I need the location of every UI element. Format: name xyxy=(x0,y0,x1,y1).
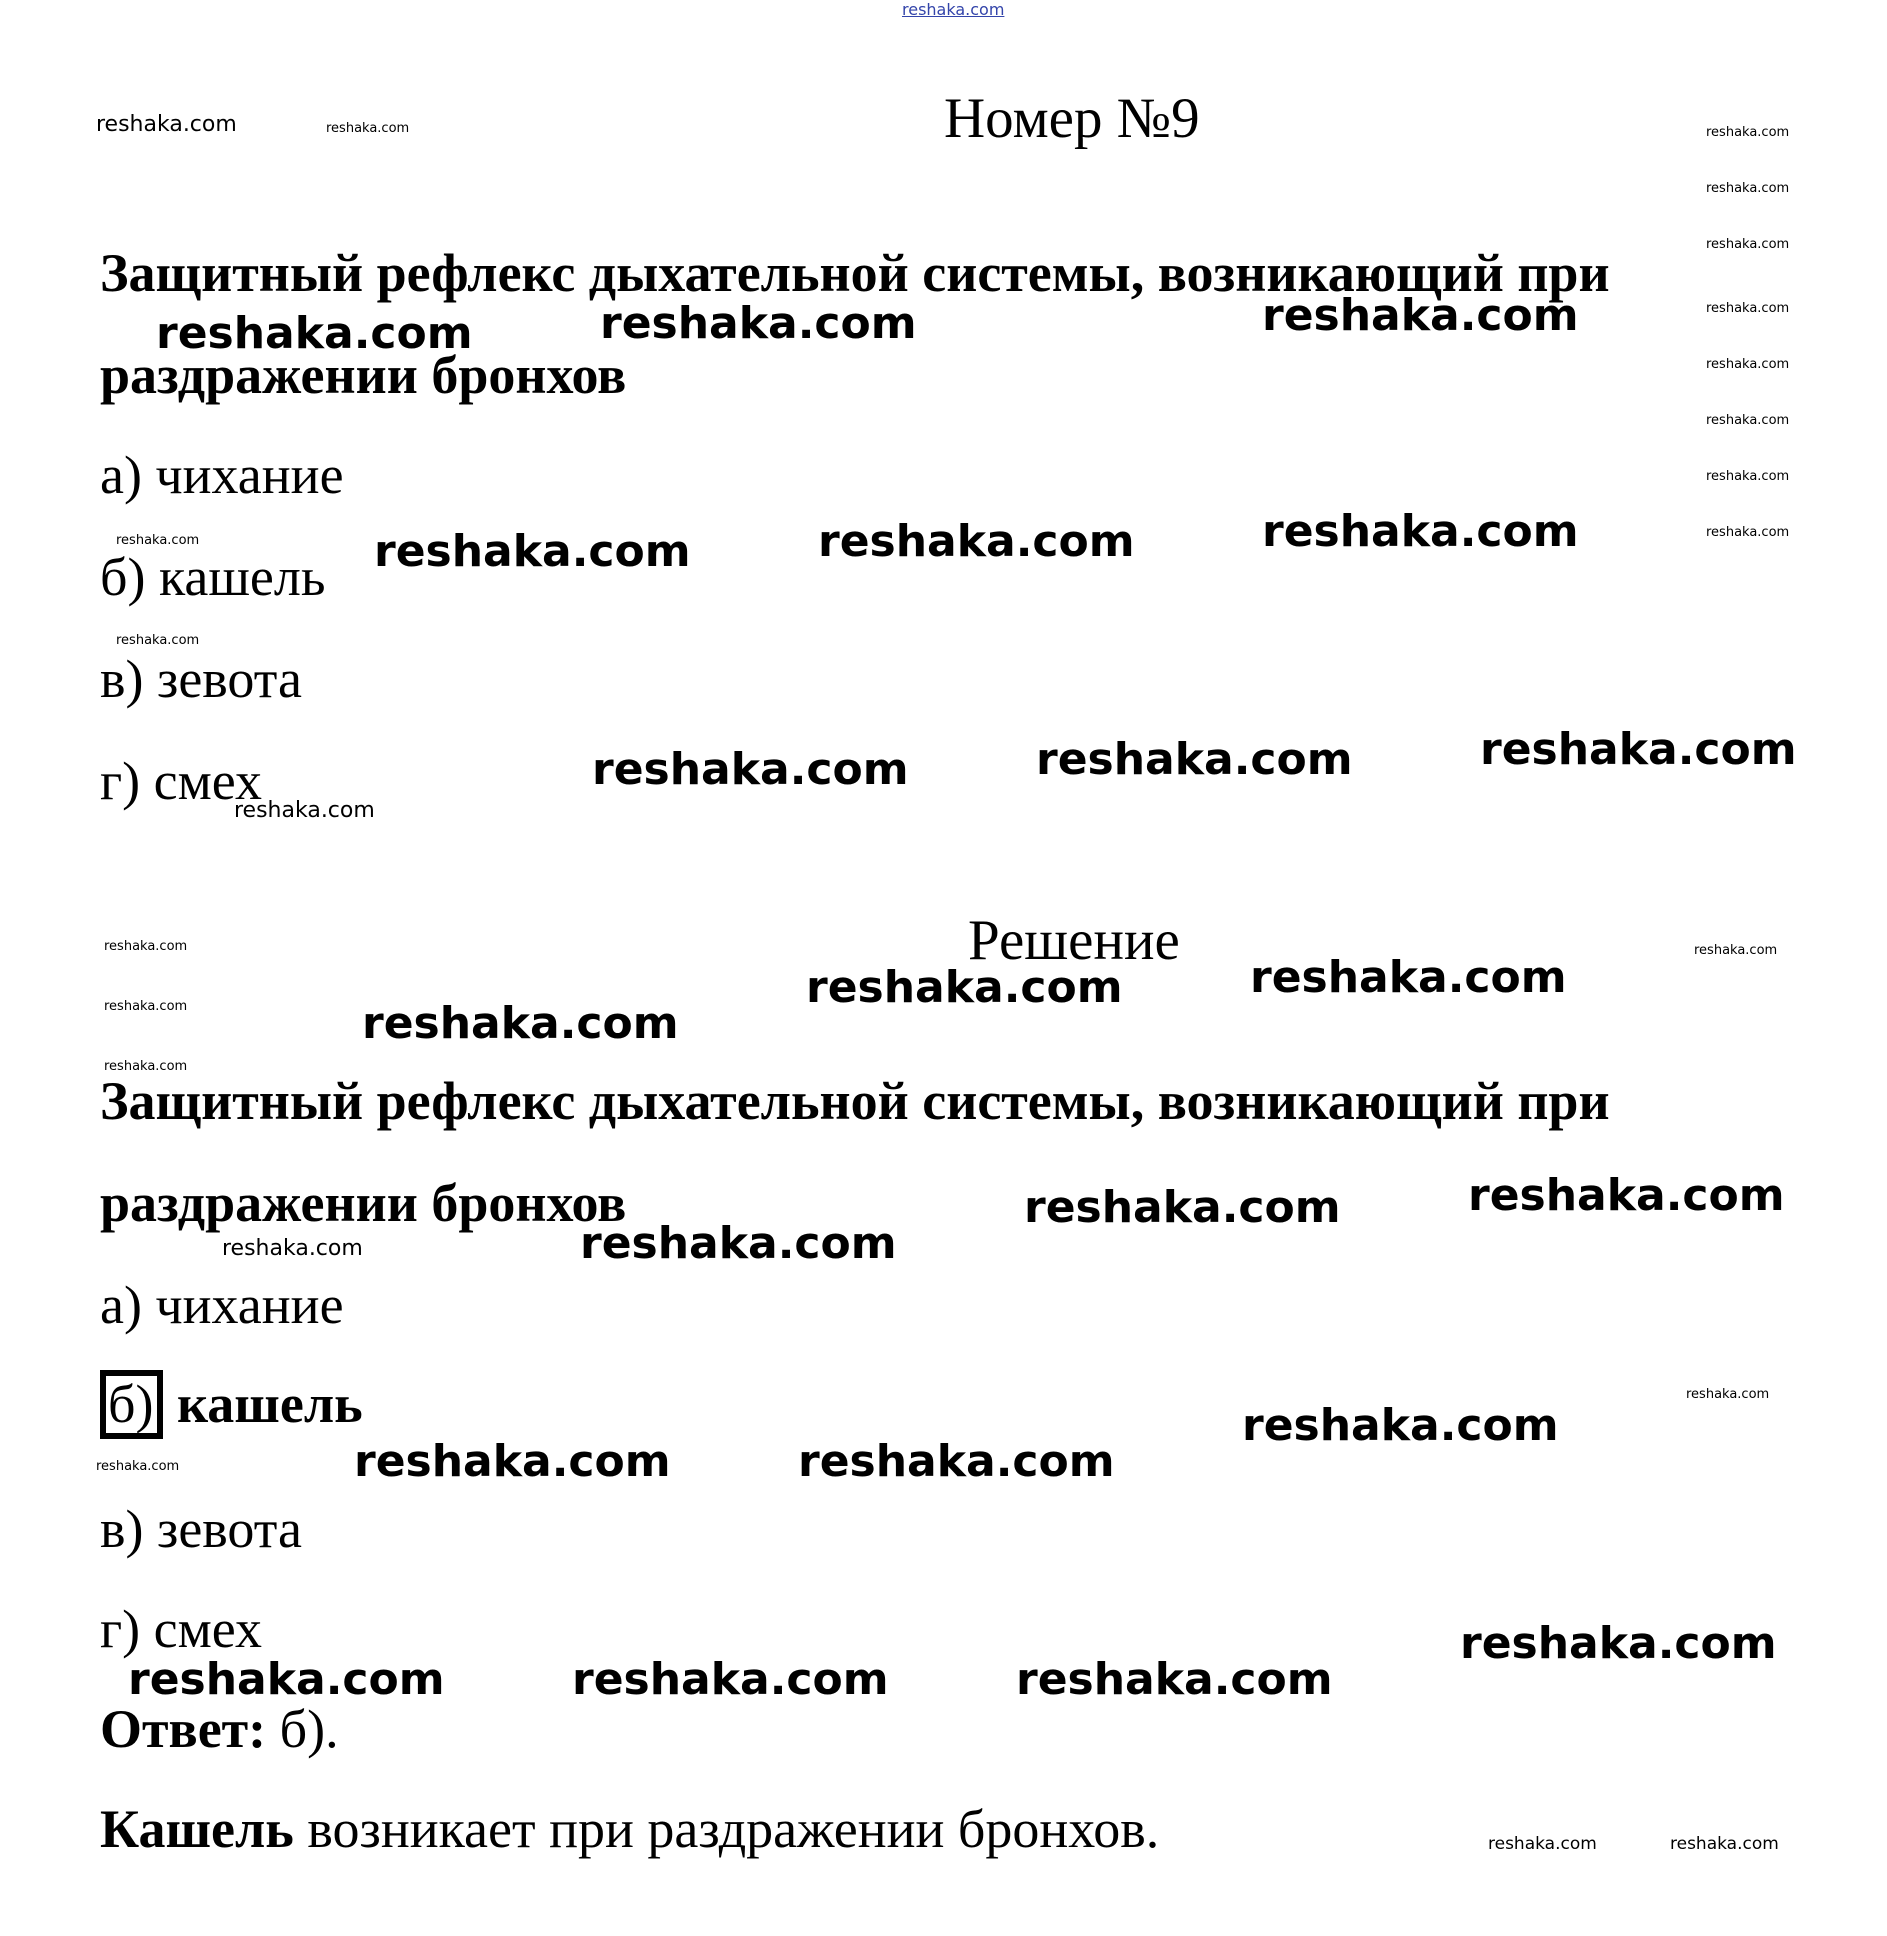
option-text: смех xyxy=(153,1599,263,1659)
solution-line-2: раздражении бронхов xyxy=(100,1173,627,1233)
question-line-1: Защитный рефлекс дыхательной системы, возникающий при xyxy=(100,243,1610,303)
option-letter: г) xyxy=(100,1599,141,1659)
option-letter: в) xyxy=(100,1499,144,1559)
watermark: reshaka.com xyxy=(1262,290,1579,341)
option-letter: а) xyxy=(100,1275,142,1335)
explanation-line xyxy=(100,1799,1160,1859)
watermark: reshaka.com xyxy=(600,298,917,349)
watermark: reshaka.com xyxy=(580,1218,897,1269)
watermark: reshaka.com xyxy=(374,526,691,577)
solution-heading: Решение xyxy=(968,909,1180,972)
watermark: reshaka.com xyxy=(1262,506,1579,557)
question-option-c xyxy=(100,649,302,709)
watermark: reshaka.com xyxy=(96,112,237,137)
option-text: зевота xyxy=(156,649,302,709)
watermark: reshaka.com xyxy=(222,1236,363,1261)
watermark: reshaka.com xyxy=(1242,1400,1559,1451)
watermark: reshaka.com xyxy=(128,1654,445,1705)
answer-value: б). xyxy=(279,1699,339,1759)
question-option-a xyxy=(100,445,344,505)
selected-option-box: б) xyxy=(100,1370,163,1439)
option-letter: в) xyxy=(100,649,144,709)
watermark: reshaka.com xyxy=(326,121,410,136)
watermark: reshaka.com xyxy=(1024,1182,1341,1233)
option-letter: б) xyxy=(100,547,146,607)
watermark: reshaka.com xyxy=(1480,724,1797,775)
watermark: reshaka.com xyxy=(104,939,188,954)
watermark: reshaka.com xyxy=(1706,469,1790,484)
watermark: reshaka.com xyxy=(116,533,200,548)
answer-line xyxy=(100,1699,339,1759)
watermark: reshaka.com xyxy=(572,1654,889,1705)
option-text: чихание xyxy=(155,1275,344,1335)
explanation-text: возникает при раздражении бронхов. xyxy=(307,1799,1160,1859)
watermark: reshaka.com xyxy=(1706,525,1790,540)
solution-option-d xyxy=(100,1599,263,1659)
watermark: reshaka.com xyxy=(1670,1834,1779,1854)
solution-option-a xyxy=(100,1275,344,1335)
watermark: reshaka.com xyxy=(1706,357,1790,372)
answer-label: Ответ: xyxy=(100,1699,267,1759)
watermark: reshaka.com xyxy=(818,516,1135,567)
watermark: reshaka.com xyxy=(116,633,200,648)
watermark: reshaka.com xyxy=(798,1436,1115,1487)
option-letter: г) xyxy=(100,751,141,811)
page-title: Номер №9 xyxy=(944,87,1200,150)
watermark: reshaka.com xyxy=(234,798,375,823)
question-option-b xyxy=(100,547,326,607)
option-text: кашель xyxy=(158,547,326,607)
solution-option-c xyxy=(100,1499,302,1559)
option-text: чихание xyxy=(155,445,344,505)
watermark: reshaka.com xyxy=(362,998,679,1049)
option-text: смех xyxy=(153,751,263,811)
option-text: кашель xyxy=(176,1374,363,1434)
watermark: reshaka.com xyxy=(1706,301,1790,316)
watermark: reshaka.com xyxy=(806,962,1123,1013)
option-text: зевота xyxy=(156,1499,302,1559)
watermark: reshaka.com xyxy=(1706,181,1790,196)
solution-line-1: Защитный рефлекс дыхательной системы, возникающий при xyxy=(100,1071,1610,1131)
option-letter: а) xyxy=(100,445,142,505)
watermark: reshaka.com xyxy=(1706,237,1790,252)
watermark: reshaka.com xyxy=(1036,734,1353,785)
solution-option-b-selected xyxy=(100,1370,363,1439)
watermark: reshaka.com xyxy=(1488,1834,1597,1854)
watermark: reshaka.com xyxy=(1468,1170,1785,1221)
watermark: reshaka.com xyxy=(156,308,473,359)
watermark: reshaka.com xyxy=(104,1059,188,1074)
watermark: reshaka.com xyxy=(354,1436,671,1487)
question-line-2: раздражении бронхов xyxy=(100,345,627,405)
explanation-bold: Кашель xyxy=(100,1799,294,1859)
watermark: reshaka.com xyxy=(1460,1618,1777,1669)
top-watermark-link[interactable]: reshaka.com xyxy=(902,0,1005,19)
watermark: reshaka.com xyxy=(1694,943,1778,958)
watermark: reshaka.com xyxy=(1706,125,1790,140)
watermark: reshaka.com xyxy=(1250,952,1567,1003)
watermark: reshaka.com xyxy=(104,999,188,1014)
watermark: reshaka.com xyxy=(1016,1654,1333,1705)
watermark: reshaka.com xyxy=(1706,413,1790,428)
watermark: reshaka.com xyxy=(1686,1387,1770,1402)
watermark: reshaka.com xyxy=(592,744,909,795)
watermark: reshaka.com xyxy=(96,1459,180,1474)
